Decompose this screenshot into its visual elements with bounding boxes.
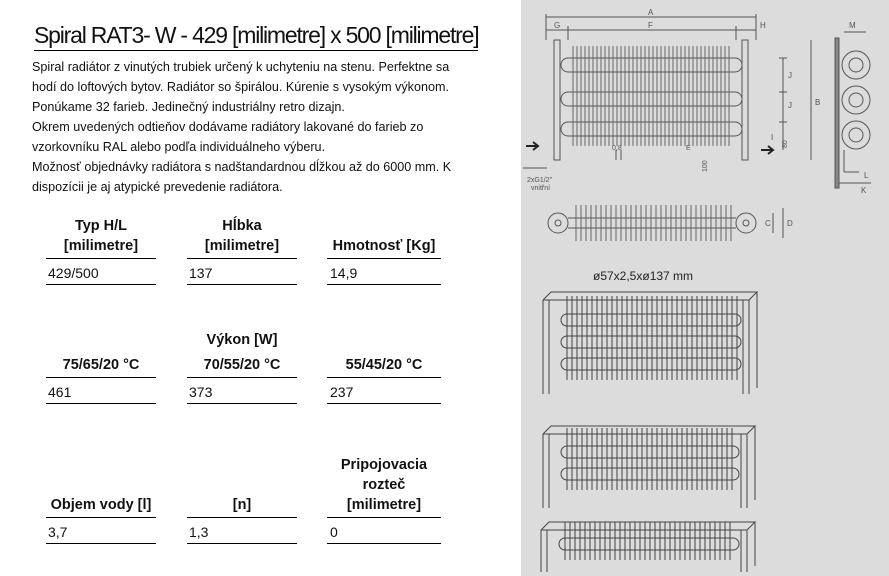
divider bbox=[187, 543, 297, 544]
description-line: vzorkovníku RAL alebo podľa individuálneho výberu. bbox=[32, 140, 326, 154]
dim-e-label: E bbox=[686, 145, 691, 152]
divider bbox=[187, 377, 297, 378]
divider bbox=[327, 377, 441, 378]
divider bbox=[46, 284, 156, 285]
description-line: Ponúkame 32 farieb. Jedinečný industriálny retro dizajn. bbox=[32, 100, 345, 114]
hlbka-label-line1: Hĺbka bbox=[222, 218, 262, 234]
n-header: [n] bbox=[232, 497, 252, 513]
front-view-fins bbox=[573, 46, 729, 146]
roztec-header bbox=[327, 455, 441, 515]
dim-a-label: A bbox=[648, 8, 654, 17]
product-description bbox=[32, 57, 512, 197]
typ-label-line2: [milimetre] bbox=[63, 238, 139, 254]
temp1-value: 461 bbox=[48, 384, 72, 400]
hmotnost-header: Hmotnosť [Kg] bbox=[332, 238, 436, 254]
hlbka-value: 137 bbox=[189, 265, 213, 281]
tube-spec-label: ø57x2,5xø137 mm bbox=[593, 269, 694, 283]
roztec-value: 0 bbox=[330, 524, 338, 540]
dim-b-label: B bbox=[815, 98, 821, 107]
divider bbox=[327, 403, 441, 404]
temp2-value: 373 bbox=[189, 384, 213, 400]
divider bbox=[187, 284, 297, 285]
vykon-group-label: Výkon [W] bbox=[206, 332, 278, 348]
divider bbox=[327, 543, 441, 544]
illustration-3-tube bbox=[543, 292, 757, 394]
roztec-line1: Pripojovacia bbox=[340, 457, 428, 473]
dim-i-label: I bbox=[771, 133, 774, 142]
product-title: Spiral RAT3- W - 429 [milimetre] x 500 [milimetre] bbox=[34, 22, 478, 51]
description-line: dispozícii je aj atypické prevedenie radiátora. bbox=[32, 180, 283, 194]
objem-header: Objem vody [l] bbox=[50, 497, 152, 513]
divider bbox=[187, 403, 297, 404]
temp3-header: 55/45/20 °C bbox=[345, 357, 423, 373]
divider bbox=[187, 517, 297, 518]
hlbka-header bbox=[187, 216, 297, 256]
dim-l-label: L bbox=[864, 171, 869, 180]
front-view bbox=[523, 8, 820, 192]
divider bbox=[46, 403, 156, 404]
typ-value: 429/500 bbox=[48, 265, 99, 281]
divider bbox=[327, 517, 441, 518]
description-line: Spiral radiátor z vinutých trubiek určený k uchyteniu na stenu. Perfektne sa bbox=[32, 60, 450, 74]
dim-f-label: F bbox=[648, 21, 653, 30]
divider bbox=[46, 258, 156, 259]
dim-m-label: M bbox=[849, 21, 856, 30]
divider bbox=[327, 258, 441, 259]
divider bbox=[327, 284, 441, 285]
hmotnost-value: 14,9 bbox=[330, 265, 358, 281]
divider bbox=[46, 377, 156, 378]
dim-k-label: K bbox=[861, 186, 867, 195]
roztec-line2: rozteč bbox=[362, 477, 406, 493]
side-view bbox=[835, 21, 871, 195]
top-view bbox=[548, 205, 793, 241]
technical-drawing-panel bbox=[521, 0, 889, 576]
dim-08-label: 0,8 bbox=[612, 145, 622, 152]
dim-d-label: D bbox=[787, 219, 793, 228]
temp2-header: 70/55/20 °C bbox=[203, 357, 281, 373]
objem-value: 3,7 bbox=[48, 524, 68, 540]
divider bbox=[46, 543, 156, 544]
thread-label-line2: vnitřní bbox=[531, 185, 551, 192]
typ-header bbox=[46, 216, 156, 256]
dim-c-label: C bbox=[765, 219, 771, 228]
illustration-2-tube bbox=[543, 426, 755, 508]
description-line: Okrem uvedených odtieňov dodávame radiátory lakované do farieb zo bbox=[32, 120, 424, 134]
dim-h-label: H bbox=[760, 21, 766, 30]
technical-drawing bbox=[521, 0, 889, 576]
dim-j2-label: J bbox=[788, 101, 792, 110]
hlbka-label-line2: [milimetre] bbox=[204, 238, 280, 254]
dim-100-label: 100 bbox=[702, 160, 709, 172]
dim-80-label: 80 bbox=[782, 140, 789, 148]
temp3-value: 237 bbox=[330, 384, 354, 400]
typ-label-line1: Typ H/L bbox=[74, 218, 128, 234]
illustration-1-tube bbox=[541, 522, 755, 572]
description-line: Možnosť objednávky radiátora s nadštandardnou dĺžkou až do 6000 mm. K bbox=[32, 160, 452, 174]
divider bbox=[187, 258, 297, 259]
roztec-line3: [milimetre] bbox=[346, 497, 422, 513]
thread-label-line1: 2xG1/2" bbox=[527, 177, 553, 184]
divider bbox=[46, 517, 156, 518]
dim-g-label: G bbox=[554, 21, 561, 30]
dim-j1-label: J bbox=[788, 71, 792, 80]
description-line: hodí do loftových bytov. Radiátor so špirálou. Kúrenie s vysokým výkonom. bbox=[32, 80, 449, 94]
temp1-header: 75/65/20 °C bbox=[62, 357, 140, 373]
n-value: 1,3 bbox=[189, 524, 209, 540]
